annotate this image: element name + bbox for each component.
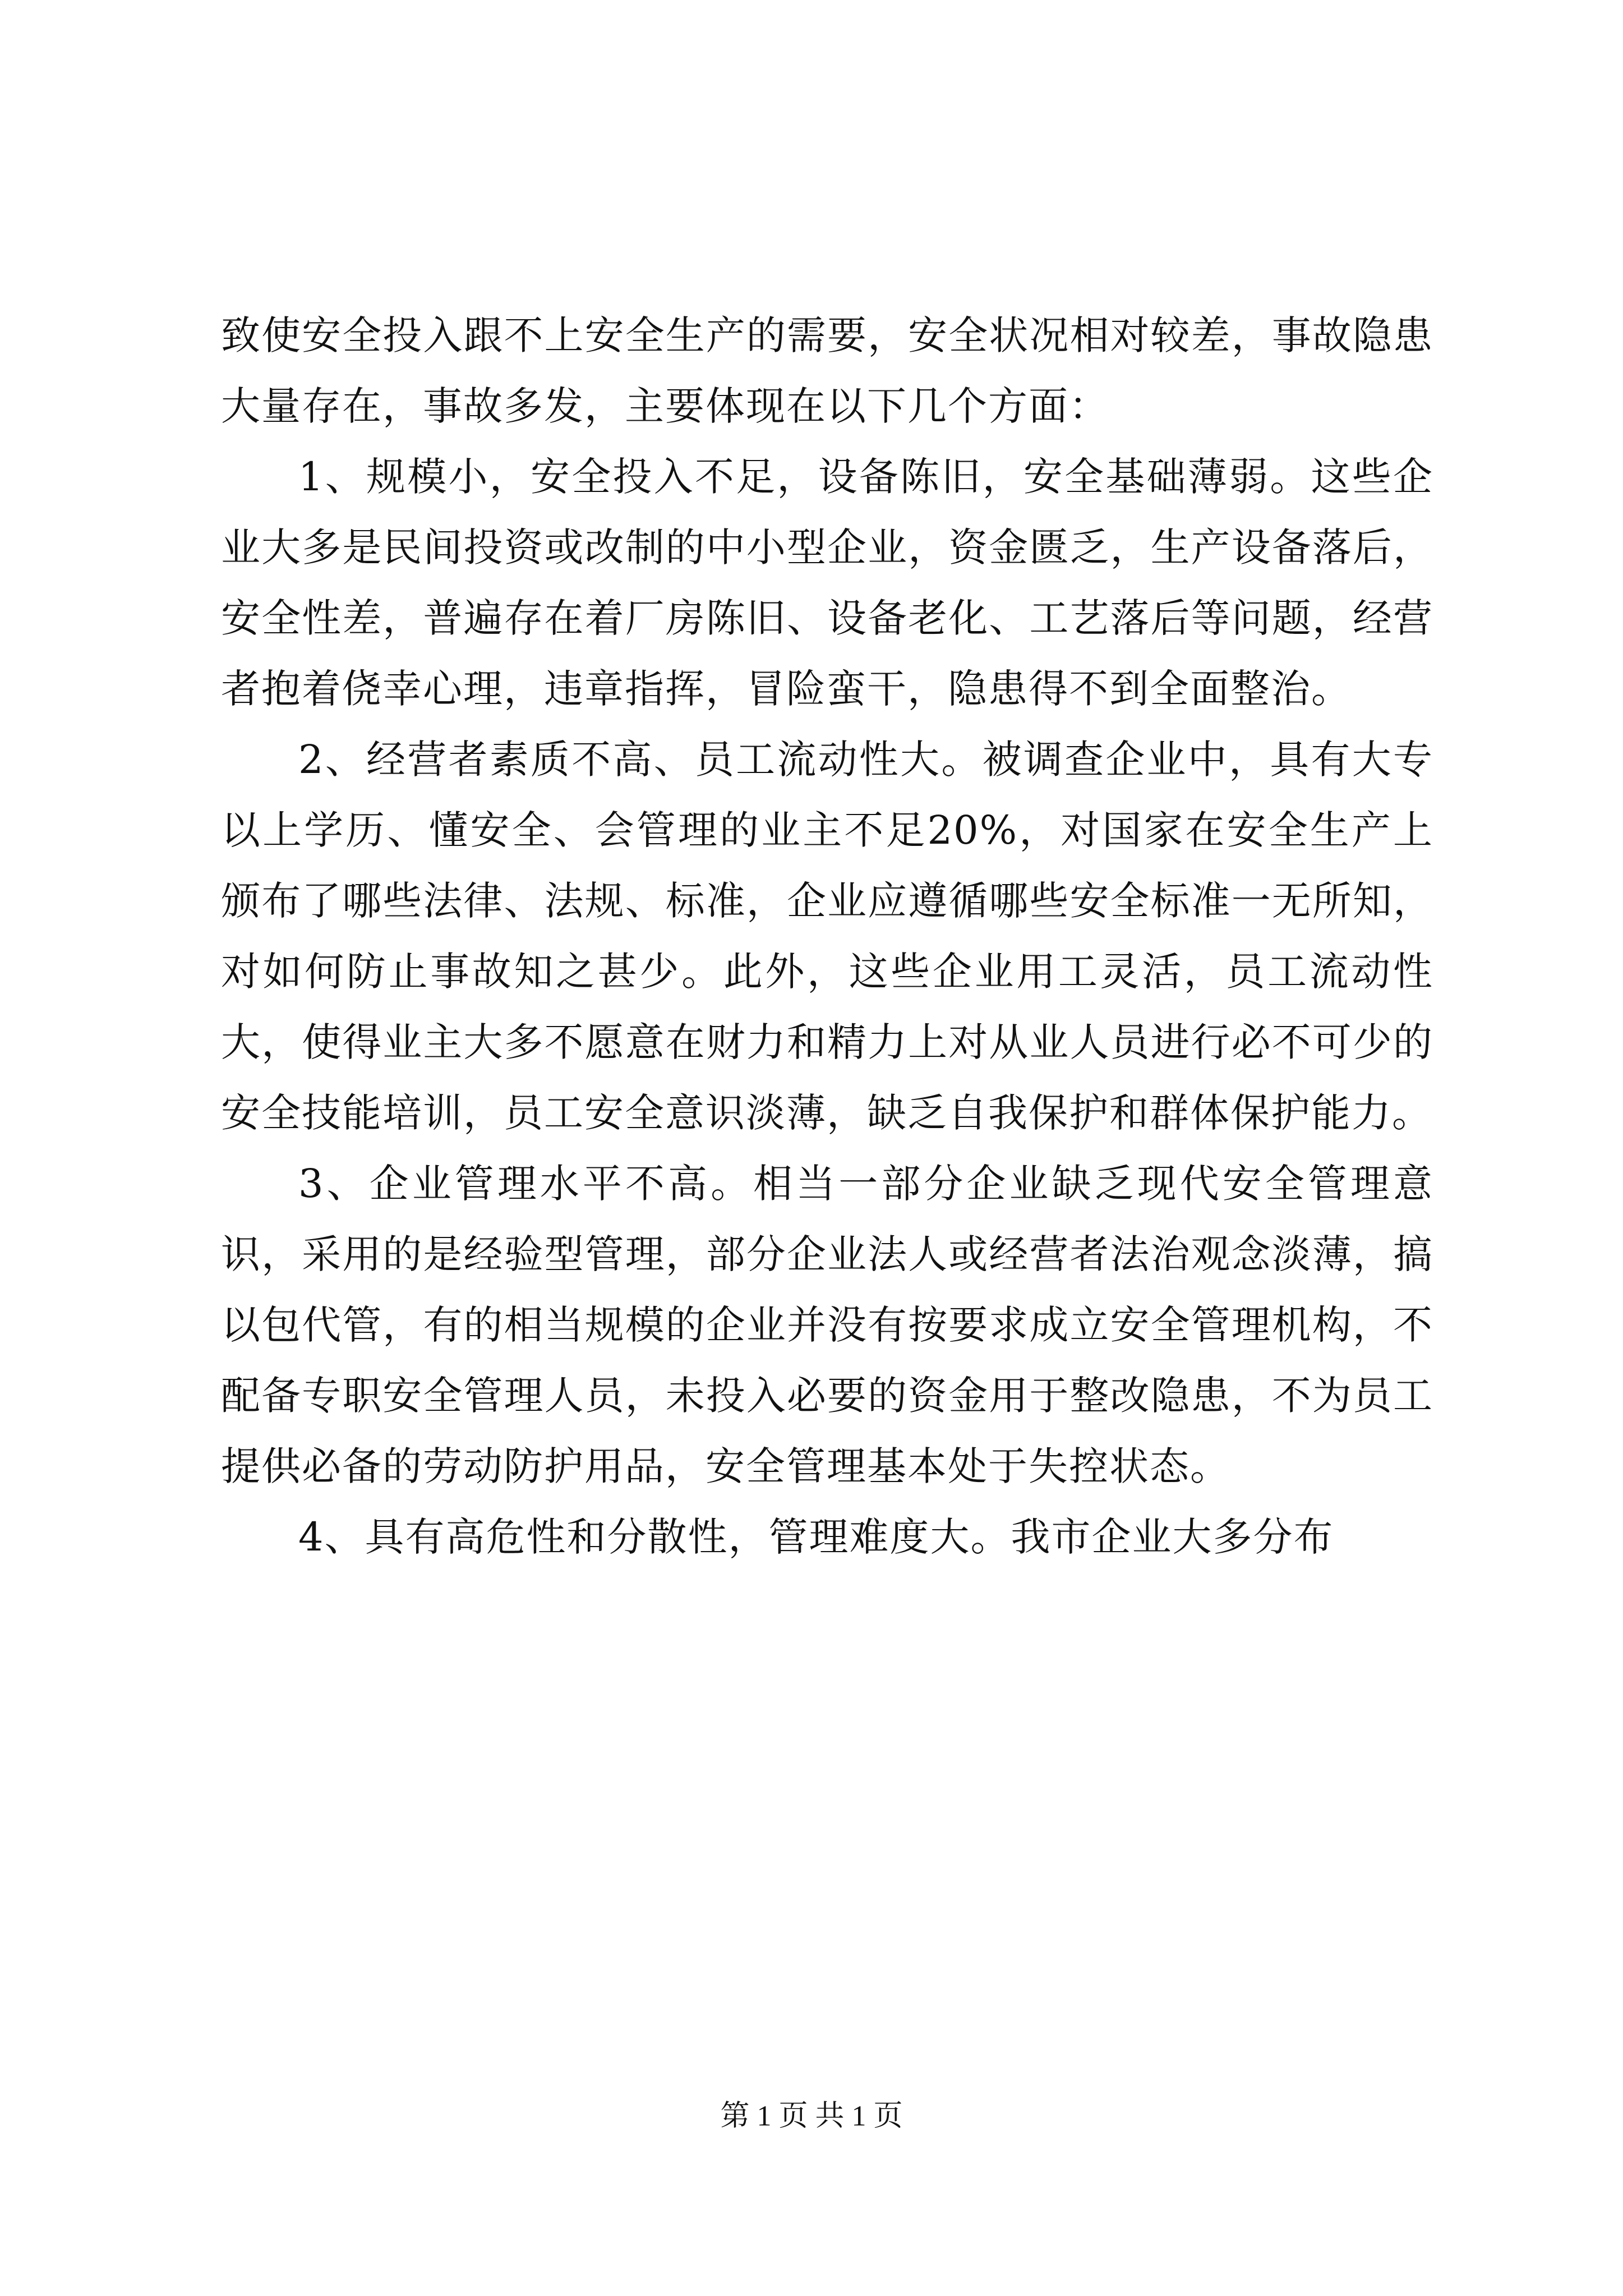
page-number-label: 第 1 页 共 1 页 [720, 2100, 903, 2132]
paragraph-item-2: 2、经营者素质不高、员工流动性大。被调查企业中，具有大专以上学历、懂安全、会管理的业主不足20%，对国家在安全生产上颁布了哪些法律、法规、标准，企业应遵循哪些安全标准一无所知，对如何防止事故知之甚少。此外，这些企业用工灵活，员工流动性大，使得业主大多不愿意在财力和精力上对从业人员进行必不可少的安全技能培训，员工安全意识淡薄，缺乏自我保护和群体保护能力。 [221, 737, 1433, 1136]
paragraph-continuation: 致使安全投入跟不上安全生产的需要，安全状况相对较差，事故隐患大量存在，事故多发，主要体现在以下几个方面： [221, 312, 1433, 429]
paragraph-item-3: 3、企业管理水平不高。相当一部分企业缺乏现代安全管理意识，采用的是经验型管理，部分企业法人或经营者法治观念淡薄，搞以包代管，有的相当规模的企业并没有按要求成立安全管理机构，不配备专职安全管理人员，未投入必要的资金用于整改隐患，不为员工提供必备的劳动防护用品，安全管理基本处于失控状态。 [221, 1161, 1433, 1489]
paragraph-item-4: 4、具有高危性和分散性，管理难度大。我市企业大多分布 [298, 1514, 1334, 1560]
document-body [221, 300, 1433, 1572]
paragraph-item-1: 1、规模小，安全投入不足，设备陈旧，安全基础薄弱。这些企业大多是民间投资或改制的中小型企业，资金匮乏，生产设备落后，安全性差，普遍存在着厂房陈旧、设备老化、工艺落后等问题，经营者抱着侥幸心理，违章指挥，冒险蛮干，隐患得不到全面整治。 [221, 454, 1433, 712]
page-footer [0, 2097, 1623, 2136]
